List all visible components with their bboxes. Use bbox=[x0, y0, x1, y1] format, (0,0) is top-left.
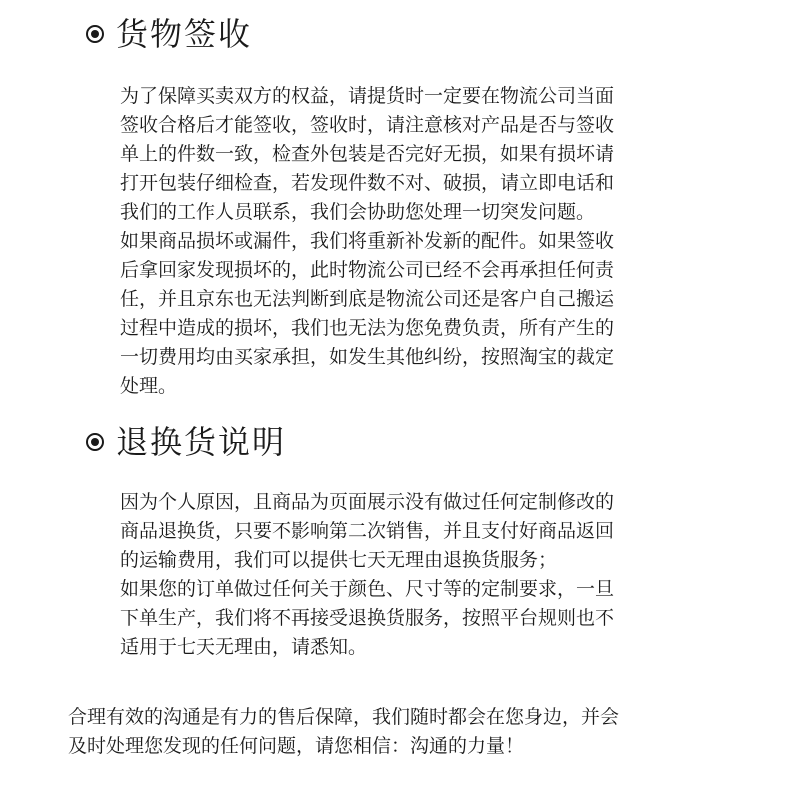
text-line: 单上的件数一致，检查外包装是否完好无损，如果有损坏请 bbox=[120, 143, 615, 165]
section-heading-returns bbox=[86, 422, 286, 462]
footer-note bbox=[68, 703, 619, 761]
text-line: 商品退换货，只要不影响第二次销售，并且支付好商品返回 bbox=[120, 520, 615, 542]
radio-bullet-icon bbox=[86, 25, 104, 43]
text-line: 的运输费用，我们可以提供七天无理由退换货服务； bbox=[120, 549, 558, 571]
section-body-receipt bbox=[120, 82, 614, 401]
section-body-returns bbox=[120, 488, 614, 662]
heading-text: 货物签收 bbox=[116, 15, 253, 53]
text-line: 如果商品损坏或漏件，我们将重新补发新的配件。如果签收 bbox=[120, 230, 615, 252]
heading-text: 退换货说明 bbox=[116, 423, 287, 461]
radio-bullet-icon bbox=[86, 433, 104, 451]
section-heading-receipt bbox=[86, 14, 252, 54]
text-line: 及时处理您发现的任何问题，请您相信：沟通的力量！ bbox=[68, 735, 525, 757]
text-line: 后拿回家发现损坏的，此时物流公司已经不会再承担任何责 bbox=[120, 259, 615, 281]
text-line: 一切费用均由买家承担，如发生其他纠纷，按照淘宝的裁定 bbox=[120, 346, 615, 368]
text-line: 处理。 bbox=[120, 375, 178, 397]
text-line: 下单生产，我们将不再接受退换货服务，按照平台规则也不 bbox=[120, 607, 615, 629]
text-line: 我们的工作人员联系，我们会协助您处理一切突发问题。 bbox=[120, 201, 596, 223]
text-line: 为了保障买卖双方的权益，请提货时一定要在物流公司当面 bbox=[120, 85, 615, 107]
text-line: 打开包装仔细检查，若发现件数不对、破损，请立即电话和 bbox=[120, 172, 615, 194]
text-line: 合理有效的沟通是有力的售后保障，我们随时都会在您身边，并会 bbox=[68, 706, 620, 728]
text-line: 适用于七天无理由，请悉知。 bbox=[120, 636, 368, 658]
text-line: 签收合格后才能签收，签收时，请注意核对产品是否与签收 bbox=[120, 114, 615, 136]
text-line: 任，并且京东也无法判断到底是物流公司还是客户自己搬运 bbox=[120, 288, 615, 310]
text-line: 如果您的订单做过任何关于颜色、尺寸等的定制要求，一旦 bbox=[120, 578, 615, 600]
text-line: 因为个人原因，且商品为页面展示没有做过任何定制修改的 bbox=[120, 491, 615, 513]
text-line: 过程中造成的损坏，我们也无法为您免费负责，所有产生的 bbox=[120, 317, 615, 339]
